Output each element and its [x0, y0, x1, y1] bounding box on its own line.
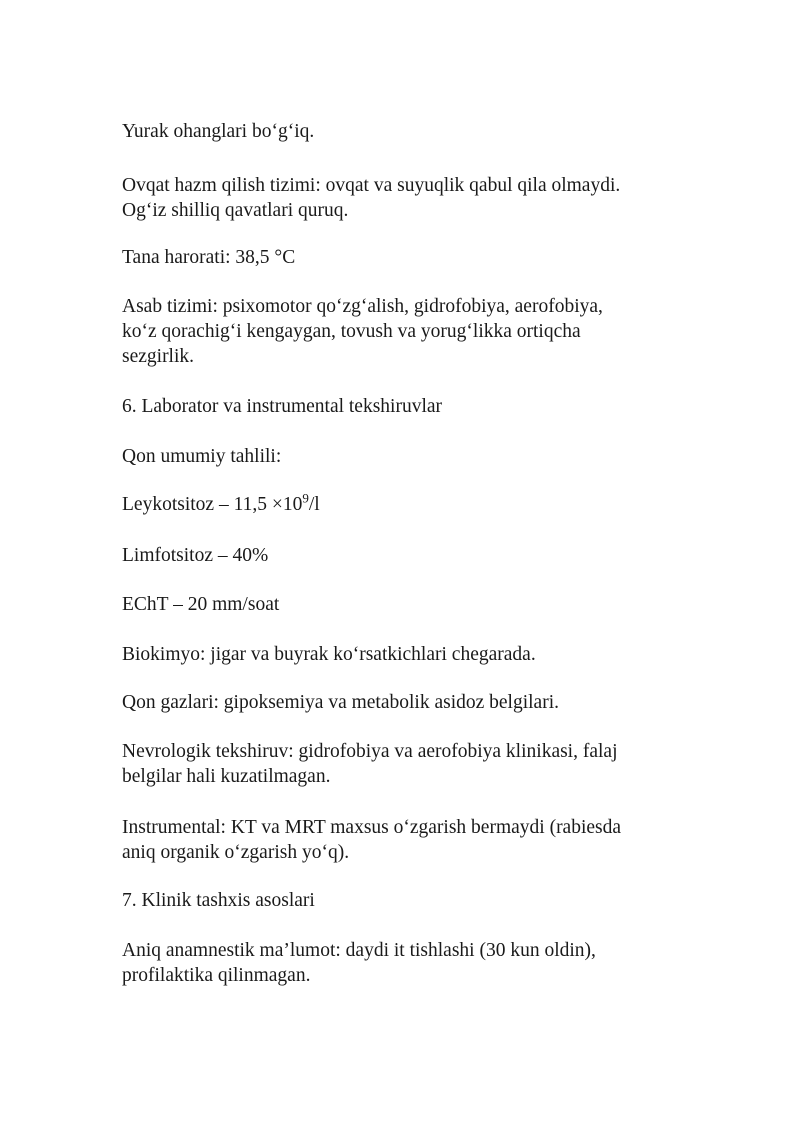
heart-sounds-paragraph	[122, 119, 722, 144]
body-temperature-paragraph	[122, 245, 722, 270]
esr-paragraph	[122, 592, 722, 617]
leukocytosis-value: Leykotsitoz – 11,5 ×10	[122, 494, 303, 515]
nervous-system-paragraph	[122, 294, 722, 369]
lymphocytosis-paragraph	[122, 543, 722, 568]
section-7-heading-text: 7. Klinik tashxis asoslari	[122, 890, 315, 911]
instrumental-line-1: Instrumental: KT va MRT maxsus o‘zgarish bermaydi (rabiesda	[122, 817, 622, 838]
blood-test-heading	[122, 444, 722, 469]
esr-text: EChT – 20 mm/soat	[122, 594, 280, 615]
leukocytosis-text	[122, 492, 722, 517]
digestive-line-2: Og‘iz shilliq qavatlari quruq.	[122, 200, 349, 221]
biochemistry-paragraph	[122, 642, 722, 667]
nervous-line-1: Asab tizimi: psixomotor qo‘zg‘alish, gidrofobiya, aerofobiya,	[122, 296, 603, 317]
neurological-line-2: belgilar hali kuzatilmagan.	[122, 766, 331, 787]
biochemistry-text: Biokimyo: jigar va buyrak ko‘rsatkichlari chegarada.	[122, 644, 536, 665]
nervous-line-3: sezgirlik.	[122, 346, 195, 367]
lymphocytosis-text: Limfotsitoz – 40%	[122, 545, 269, 566]
blood-test-heading-text: Qon umumiy tahlili:	[122, 446, 282, 467]
heart-sounds-text: Yurak ohanglari bo‘g‘iq.	[122, 121, 315, 142]
neurological-exam-paragraph	[122, 739, 722, 789]
anamnesis-line-1: Aniq anamnestik ma’lumot: daydi it tishlashi (30 kun oldin),	[122, 940, 596, 961]
digestive-line-1: Ovqat hazm qilish tizimi: ovqat va suyuqlik qabul qila olmaydi.	[122, 175, 621, 196]
neurological-line-1: Nevrologik tekshiruv: gidrofobiya va aerofobiya klinikasi, falaj	[122, 741, 618, 762]
instrumental-line-2: aniq organik o‘zgarish yo‘q).	[122, 842, 350, 863]
section-7-heading	[122, 888, 722, 913]
digestive-system-paragraph	[122, 173, 722, 223]
leukocytosis-paragraph	[122, 492, 722, 517]
anamnesis-line-2: profilaktika qilinmagan.	[122, 965, 311, 986]
blood-gases-paragraph	[122, 690, 722, 715]
exponent: 9	[302, 490, 309, 506]
leukocytosis-unit: /l	[308, 494, 320, 515]
section-6-heading-text: 6. Laborator va instrumental tekshiruvlar	[122, 396, 443, 417]
anamnesis-paragraph	[122, 938, 722, 988]
instrumental-paragraph	[122, 815, 722, 865]
section-6-heading	[122, 394, 722, 419]
blood-gases-text: Qon gazlari: gipoksemiya va metabolik asidoz belgilari.	[122, 692, 559, 713]
nervous-line-2: ko‘z qorachig‘i kengaygan, tovush va yorug‘likka ortiqcha	[122, 321, 581, 342]
body-temperature-text: Tana harorati: 38,5 °C	[122, 247, 296, 268]
